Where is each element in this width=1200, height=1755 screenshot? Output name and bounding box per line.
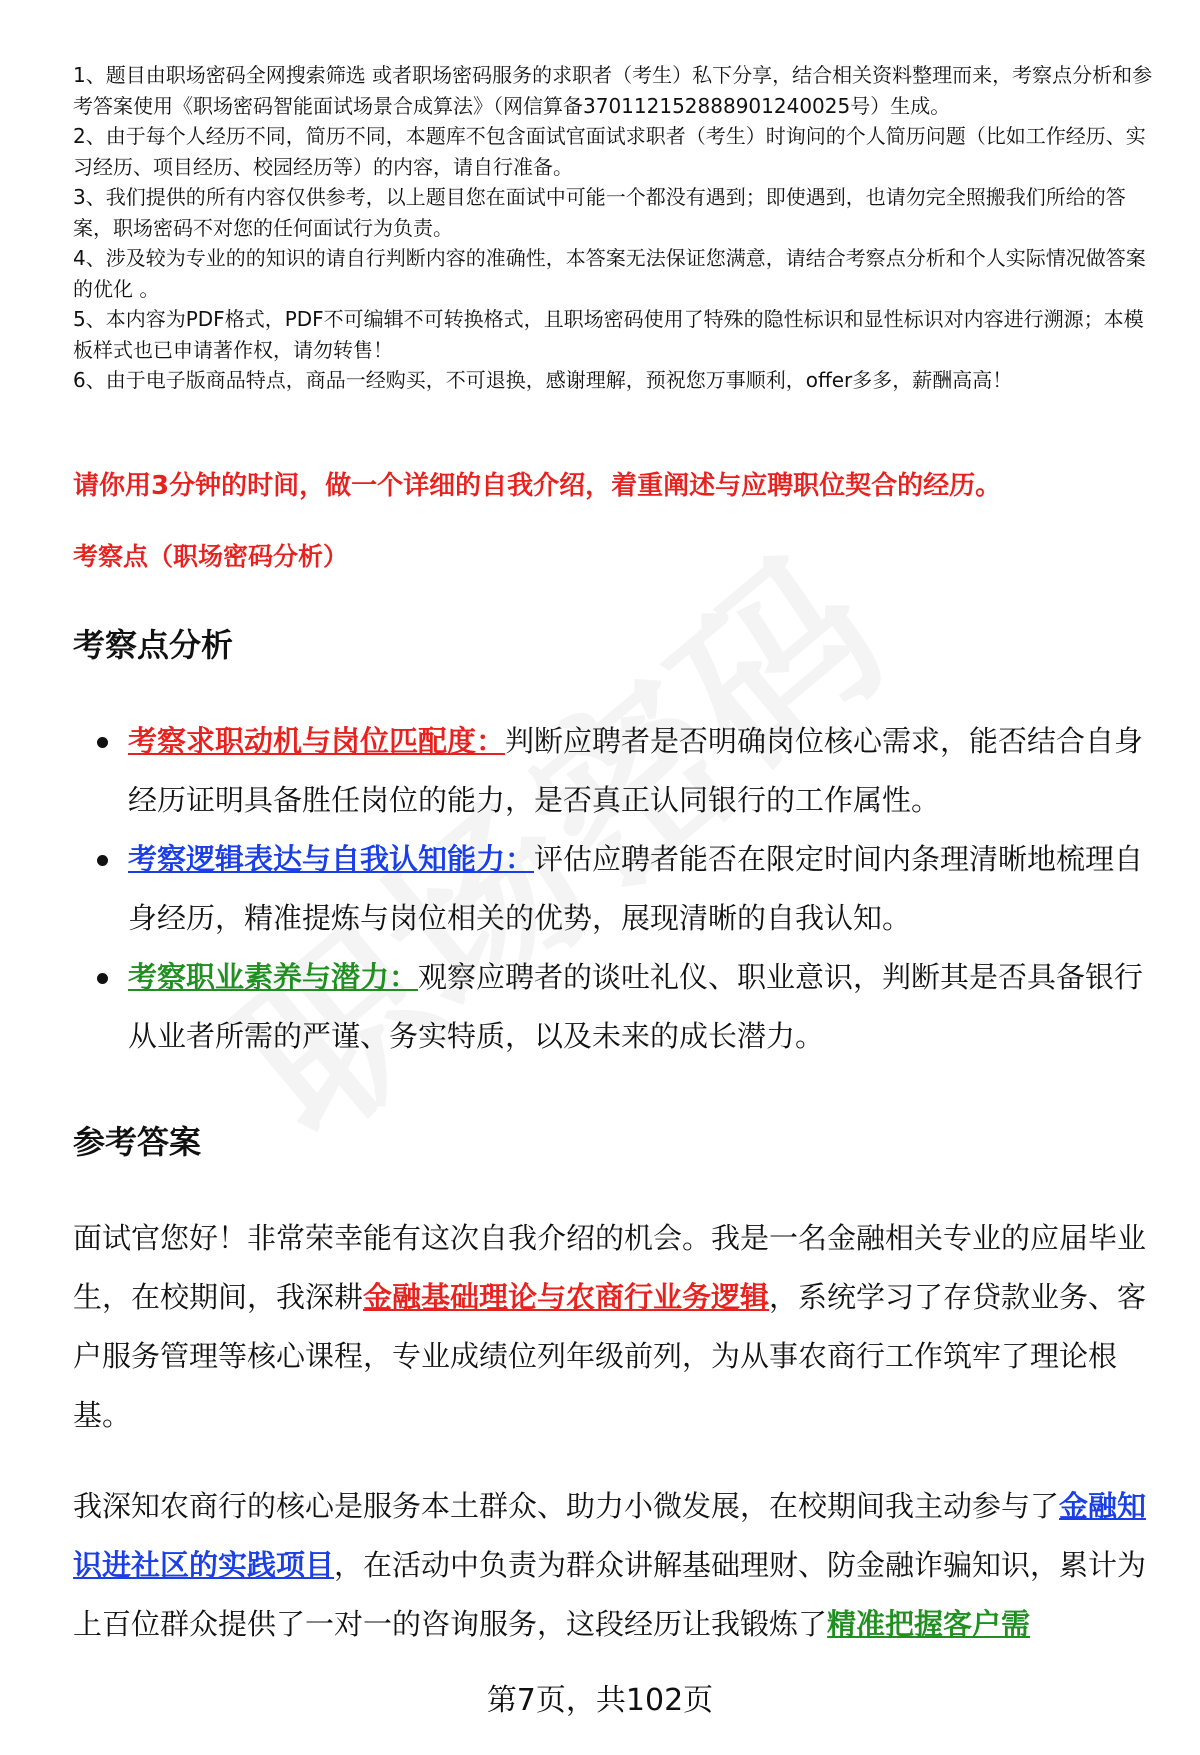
notice-item: 3、我们提供的所有内容仅供参考，以上题目您在面试中可能一个都没有遇到；即使遇到，也请勿完全照搬我们所给的答案，职场密码不对您的任何面试行为负责。	[73, 185, 1126, 240]
highlight: 金融基础理论与农商行业务逻辑	[363, 1280, 770, 1314]
answer-paragraph-2	[73, 1477, 1168, 1654]
point-key: 考察求职动机与岗位匹配度：	[128, 724, 506, 758]
analysis-point	[73, 712, 1168, 830]
analysis-heading: 考察点分析	[73, 626, 234, 664]
highlight: 金融知识进社区的实践项目	[73, 1489, 1147, 1582]
point-key: 考察职业素养与潜力：	[128, 960, 419, 994]
text: ，在活动中负责为群众讲解基础理财、防金融诈骗知识，累计为上百位群众提供了一对一的咨询服务，这段经历让我锻炼了	[73, 1548, 1147, 1641]
analysis-subtitle: 考察点（职场密码分析）	[73, 542, 349, 571]
notice-item: 6、由于电子版商品特点，商品一经购买，不可退换，感谢理解，预祝您万事顺利，offer多多，薪酬高高！	[73, 368, 1013, 392]
point-text: 判断应聘者是否明确岗位核心需求，能否结合自身经历证明具备胜任岗位的能力，是否真正认同银行的工作属性。	[128, 724, 1144, 817]
question-title: 请你用3分钟的时间，做一个详细的自我介绍，着重阐述与应聘职位契合的经历。	[73, 471, 1002, 501]
notice-item: 2、由于每个人经历不同，简历不同，本题库不包含面试官面试求职者（考生）时询问的个人简历问题（比如工作经历、实习经历、项目经历、校园经历等）的内容，请自行准备。	[73, 124, 1146, 179]
notice-item: 1、题目由职场密码全网搜索筛选 或者职场密码服务的求职者（考生）私下分享，结合相关资料整理而来，考察点分析和参考答案使用《职场密码智能面试场景合成算法》（网信算备370112152888901240025号）生成。	[73, 63, 1153, 118]
notice-item: 5、本内容为PDF格式，PDF不可编辑不可转换格式，且职场密码使用了特殊的隐性标识和显性标识对内容进行溯源；本模板样式也已申请著作权，请勿转售！	[73, 307, 1144, 362]
analysis-point	[73, 830, 1168, 948]
answer-paragraph-1	[73, 1209, 1168, 1445]
point-text: 评估应聘者能否在限定时间内条理清晰地梳理自身经历，精准提炼与岗位相关的优势，展现清晰的自我认知。	[128, 842, 1144, 935]
page-number: 第7页，共102页	[486, 1683, 714, 1718]
highlight: 精准把握客户需	[827, 1607, 1031, 1641]
text: 我深知农商行的核心是服务本土群众、助力小微发展，在校期间我主动参与了	[73, 1489, 1060, 1523]
analysis-points	[73, 712, 1168, 1066]
answer-heading: 参考答案	[73, 1123, 202, 1161]
text: 面试官您好！非常荣幸能有这次自我介绍的机会。我是一名金融相关专业的应届毕业生，在校期间，我深耕	[73, 1221, 1147, 1314]
text: ，系统学习了存贷款业务、客户服务管理等核心课程，专业成绩位列年级前列，为从事农商行工作筑牢了理论根基。	[73, 1280, 1147, 1432]
notice-list	[73, 60, 1163, 396]
point-key: 考察逻辑表达与自我认知能力：	[128, 842, 535, 876]
point-text: 观察应聘者的谈吐礼仪、职业意识，判断其是否具备银行从业者所需的严谨、务实特质，以及未来的成长潜力。	[128, 960, 1144, 1053]
analysis-point	[73, 948, 1168, 1066]
notice-item: 4、涉及较为专业的的知识的请自行判断内容的准确性，本答案无法保证您满意，请结合考察点分析和个人实际情况做答案的优化 。	[73, 246, 1146, 301]
